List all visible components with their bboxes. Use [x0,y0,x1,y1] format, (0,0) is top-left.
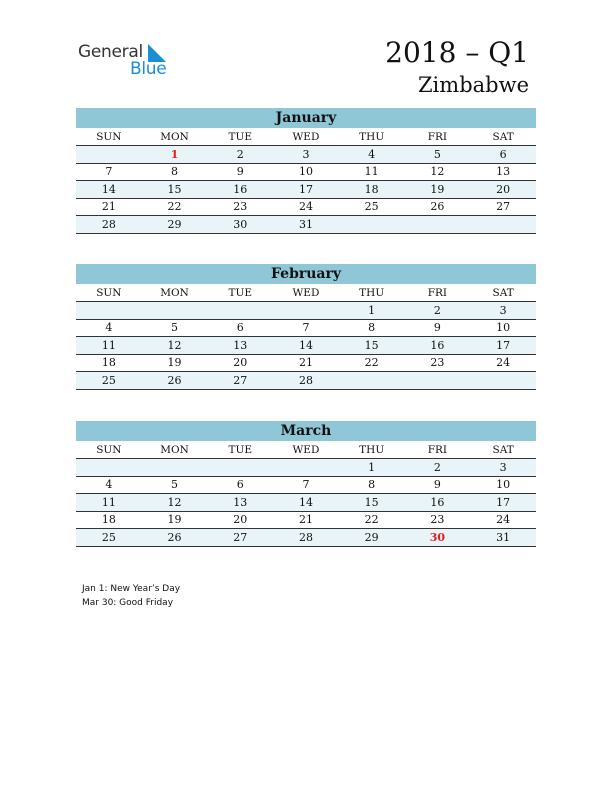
day-cell: 16 [405,494,471,512]
empty-day-cell [273,459,339,477]
weekday-label: SAT [470,128,536,146]
weekday-label: TUE [207,128,273,146]
weekday-header-row [76,128,536,146]
empty-day-cell [76,146,142,164]
day-cell: 10 [470,319,536,337]
day-cell: 18 [76,511,142,529]
empty-day-cell [470,372,536,390]
day-cell: 2 [405,459,471,477]
logo-text-general: General [78,42,143,62]
weekday-label: WED [273,128,339,146]
day-cell: 30 [207,216,273,234]
holiday-notes [82,582,180,610]
day-cell: 12 [142,337,208,355]
weekday-label: WED [273,441,339,459]
day-cell: 6 [207,319,273,337]
day-cell: 27 [207,372,273,390]
day-cell: 3 [273,146,339,164]
day-cell: 21 [273,354,339,372]
weekday-label: SUN [76,441,142,459]
day-cell: 1 [142,146,208,164]
day-cell: 10 [470,476,536,494]
weekday-label: SUN [76,128,142,146]
day-cell: 11 [76,494,142,512]
empty-day-cell [339,372,405,390]
day-cell: 24 [470,354,536,372]
day-cell: 24 [273,198,339,216]
day-cell: 29 [339,529,405,547]
day-cell: 4 [76,319,142,337]
day-cell: 7 [273,319,339,337]
day-cell: 20 [470,181,536,199]
day-cell: 29 [142,216,208,234]
empty-day-cell [405,216,471,234]
day-cell: 9 [405,476,471,494]
day-cell: 8 [142,163,208,181]
empty-day-cell [405,372,471,390]
day-cell: 4 [76,476,142,494]
day-cell: 19 [142,354,208,372]
week-row [76,459,536,477]
day-cell: 16 [207,181,273,199]
day-cell: 14 [273,494,339,512]
day-cell: 6 [470,146,536,164]
empty-day-cell [76,459,142,477]
month-march [76,421,536,547]
day-cell: 5 [142,319,208,337]
weekday-label: THU [339,284,405,302]
day-cell: 23 [207,198,273,216]
weekday-label: TUE [207,284,273,302]
day-cell: 14 [273,337,339,355]
day-cell: 17 [470,494,536,512]
week-row [76,529,536,547]
day-cell: 20 [207,354,273,372]
week-row [76,163,536,181]
day-cell: 28 [76,216,142,234]
month-title: February [76,264,536,284]
weekday-label: SUN [76,284,142,302]
day-cell: 27 [470,198,536,216]
day-cell: 7 [273,476,339,494]
day-cell: 26 [142,529,208,547]
day-cell: 31 [470,529,536,547]
calendar-table [76,284,536,390]
day-cell: 11 [76,337,142,355]
day-cell: 19 [405,181,471,199]
page-title: 2018 – Q1 [385,36,529,69]
day-cell: 6 [207,476,273,494]
day-cell: 7 [76,163,142,181]
day-cell: 23 [405,354,471,372]
day-cell: 16 [405,337,471,355]
day-cell: 28 [273,372,339,390]
week-row [76,511,536,529]
day-cell: 21 [273,511,339,529]
month-title: January [76,108,536,128]
weekday-label: FRI [405,284,471,302]
empty-day-cell [339,216,405,234]
day-cell: 5 [142,476,208,494]
day-cell: 3 [470,302,536,320]
weekday-label: TUE [207,441,273,459]
day-cell: 15 [142,181,208,199]
day-cell: 18 [76,354,142,372]
day-cell: 8 [339,319,405,337]
calendar-table [76,128,536,234]
holiday-note: Jan 1: New Year’s Day [82,584,181,594]
day-cell: 17 [273,181,339,199]
day-cell: 27 [207,529,273,547]
holiday-note: Mar 30: Good Friday [82,598,174,608]
empty-day-cell [76,302,142,320]
calendar-table [76,441,536,547]
day-cell: 24 [470,511,536,529]
logo [78,40,178,80]
month-title: March [76,421,536,441]
day-cell: 25 [76,372,142,390]
weekday-label: MON [142,128,208,146]
day-cell: 1 [339,459,405,477]
day-cell: 18 [339,181,405,199]
empty-day-cell [207,459,273,477]
day-cell: 14 [76,181,142,199]
week-row [76,354,536,372]
day-cell: 23 [405,511,471,529]
week-row [76,198,536,216]
weekday-label: THU [339,128,405,146]
week-row [76,146,536,164]
month-february [76,264,536,390]
country-subtitle: Zimbabwe [417,73,529,97]
weekday-label: SAT [470,284,536,302]
weekday-label: FRI [405,441,471,459]
day-cell: 22 [339,511,405,529]
day-cell: 25 [76,529,142,547]
weekday-label: THU [339,441,405,459]
day-cell: 28 [273,529,339,547]
day-cell: 11 [339,163,405,181]
day-cell: 15 [339,494,405,512]
week-row [76,337,536,355]
week-row [76,181,536,199]
weekday-label: MON [142,441,208,459]
empty-day-cell [142,459,208,477]
month-january [76,108,536,234]
weekday-label: FRI [405,128,471,146]
day-cell: 15 [339,337,405,355]
weekday-header-row [76,284,536,302]
week-row [76,494,536,512]
day-cell: 19 [142,511,208,529]
week-row [76,302,536,320]
day-cell: 22 [339,354,405,372]
day-cell: 2 [207,146,273,164]
day-cell: 1 [339,302,405,320]
weekday-label: MON [142,284,208,302]
week-row [76,476,536,494]
day-cell: 25 [339,198,405,216]
day-cell: 9 [207,163,273,181]
day-cell: 9 [405,319,471,337]
day-cell: 13 [470,163,536,181]
weekday-header-row [76,441,536,459]
day-cell: 21 [76,198,142,216]
empty-day-cell [207,302,273,320]
day-cell: 5 [405,146,471,164]
week-row [76,319,536,337]
day-cell: 30 [405,529,471,547]
empty-day-cell [470,216,536,234]
logo-text-blue: Blue [130,59,167,79]
day-cell: 3 [470,459,536,477]
week-row [76,216,536,234]
day-cell: 17 [470,337,536,355]
day-cell: 22 [142,198,208,216]
day-cell: 31 [273,216,339,234]
day-cell: 8 [339,476,405,494]
empty-day-cell [273,302,339,320]
day-cell: 2 [405,302,471,320]
day-cell: 13 [207,337,273,355]
day-cell: 20 [207,511,273,529]
week-row [76,372,536,390]
day-cell: 4 [339,146,405,164]
weekday-label: SAT [470,441,536,459]
weekday-label: WED [273,284,339,302]
day-cell: 12 [405,163,471,181]
day-cell: 10 [273,163,339,181]
empty-day-cell [142,302,208,320]
day-cell: 26 [405,198,471,216]
day-cell: 13 [207,494,273,512]
day-cell: 12 [142,494,208,512]
day-cell: 26 [142,372,208,390]
